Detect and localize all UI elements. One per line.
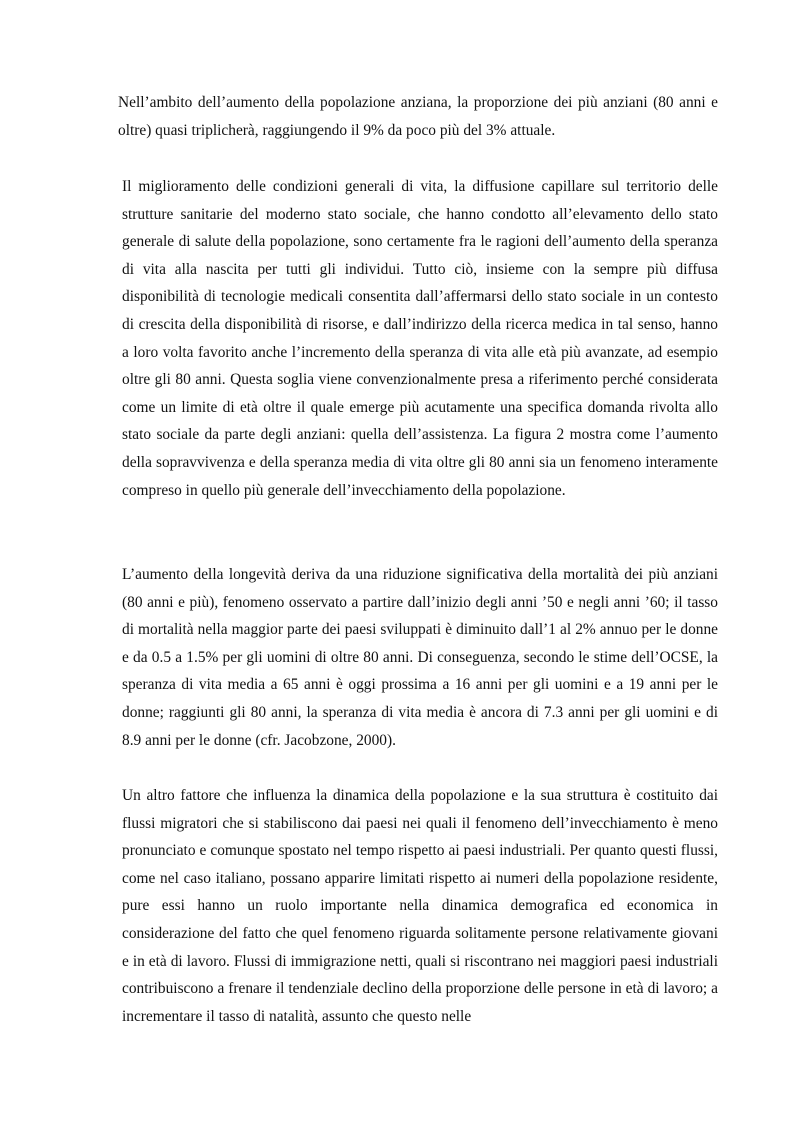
paragraph-longevity-mortality: L’aumento della longevità deriva da una riduzione significativa della mortalità dei più anziani (80 anni e più), fenomeno osservato a partire dall’inizio degli anni ’50 e negli anni ’60; il tasso di mortalità nella maggior parte dei paesi sviluppati è diminuito dall’1 al 2% annuo per le donne e da 0.5 a 1.5% per gli uomini di oltre 80 anni. Di conseguenza, secondo le stime dell’OCSE, la speranza di vita media a 65 anni è oggi prossima a 16 anni per gli uomini e a 19 anni per le donne; raggiunti gli 80 anni, la speranza di vita media è ancora di 7.3 anni per gli uomini e di 8.9 anni per le donne (cfr. Jacobzone, 2000).	[122, 566, 718, 749]
paragraph-oldest-old-proportion: Nell’ambito dell’aumento della popolazione anziana, la proporzione dei più anziani (80 anni e oltre) quasi triplicherà, raggiungendo il 9% da poco più del 3% attuale.	[118, 94, 718, 139]
paragraph-life-expectancy-causes: Il miglioramento delle condizioni generali di vita, la diffusione capillare sul territorio delle strutture sanitarie del moderno stato sociale, che hanno condotto all’elevamento dello stato generale di salute della popolazione, sono certamente fra le ragioni dell’aumento della speranza di vita alla nascita per tutti gli individui. Tutto ciò, insieme con la sempre più diffusa disponibilità di tecnologie medicali consentita dall’affermarsi dello stato sociale in un contesto di crescita della disponibilità di risorse, e dall’indirizzo della ricerca medica in tal senso, hanno a loro volta favorito anche l’incremento della speranza di vita alle età più avanzate, ad esempio oltre gli 80 anni. Questa soglia viene convenzionalmente presa a riferimento perché considerata come un limite di età oltre il quale emerge più acutamente una specifica domanda rivolta allo stato sociale da parte degli anziani: quella dell’assistenza. La figura 2 mostra come l’aumento della sopravvivenza e della speranza media di vita oltre gli 80 anni sia un fenomeno interamente compreso in quello più generale dell’invecchiamento della popolazione.	[122, 178, 718, 499]
paragraph-migration-flows: Un altro fattore che influenza la dinamica della popolazione e la sua struttura è costituito dai flussi migratori che si stabiliscono dai paesi nei quali il fenomeno dell’invecchiamento è meno pronunciato e comunque spostato nel tempo rispetto ai paesi industriali. Per quanto questi flussi, come nel caso italiano, possano apparire limitati rispetto ai numeri della popolazione residente, pure essi hanno un ruolo importante nella dinamica demografica ed economica in considerazione del fatto che quel fenomeno riguarda solitamente persone relativamente giovani e in età di lavoro. Flussi di immigrazione netti, quali si riscontrano nei maggiori paesi industriali contribuiscono a frenare il tendenziale declino della proporzione delle persone in età di lavoro; a incrementare il tasso di natalità, assunto che questo nelle	[122, 787, 718, 1025]
